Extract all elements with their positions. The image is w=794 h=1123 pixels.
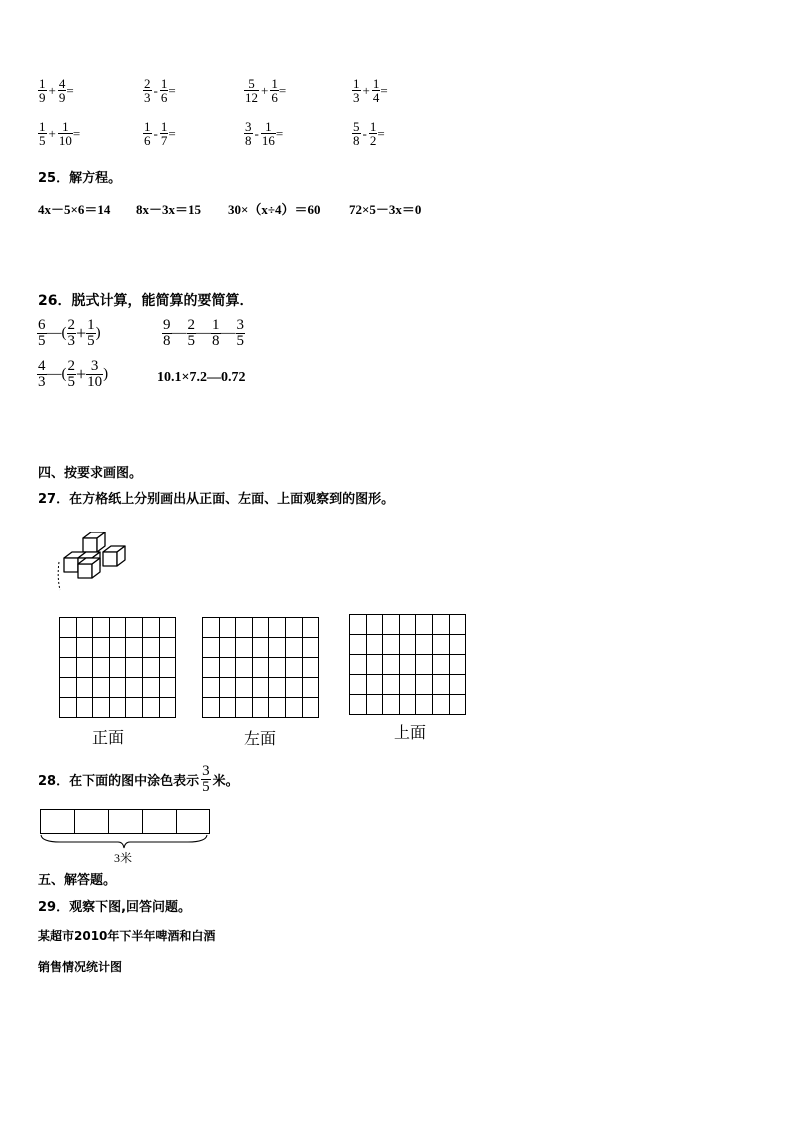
strip-segment-3[interactable] bbox=[109, 810, 143, 833]
grid-front-view[interactable] bbox=[59, 617, 176, 718]
q25-equation-3: 30×（x÷4）＝60 bbox=[228, 202, 321, 217]
grid-cell[interactable] bbox=[432, 615, 449, 635]
section-4-heading: 四、按要求画图。 bbox=[38, 466, 143, 481]
grid-cell[interactable] bbox=[93, 618, 110, 638]
grid-cell[interactable] bbox=[399, 675, 416, 695]
grid-cell[interactable] bbox=[219, 618, 236, 638]
section-5-heading: 五、解答题。 bbox=[38, 873, 117, 888]
grid-cell[interactable] bbox=[126, 618, 143, 638]
fraction-expression: $\frac{5}{12}$ + $\frac{1}{6}$ = bbox=[245, 76, 287, 105]
grid-cell[interactable] bbox=[236, 698, 253, 718]
q25-equation-2: 8x－3x＝15 bbox=[136, 202, 202, 217]
grid-cell[interactable] bbox=[449, 655, 466, 675]
grid-cell[interactable] bbox=[203, 678, 220, 698]
grid-cell[interactable] bbox=[399, 635, 416, 655]
grid-cell[interactable] bbox=[302, 658, 319, 678]
grid-cell[interactable] bbox=[126, 698, 143, 718]
grid-cell[interactable] bbox=[302, 638, 319, 658]
q26-expression-1: $\frac{6}{5}$ —( $\frac{2}{3}$ + $\frac{1}{5}$ ) bbox=[38, 317, 101, 349]
grid-cell[interactable] bbox=[203, 618, 220, 638]
grid-cell[interactable] bbox=[383, 655, 400, 675]
grid-cell[interactable] bbox=[449, 615, 466, 635]
grid-cell[interactable] bbox=[285, 658, 302, 678]
grid-cell[interactable] bbox=[60, 698, 77, 718]
grid-cell[interactable] bbox=[60, 618, 77, 638]
grid-cell[interactable] bbox=[203, 658, 220, 678]
grid-cell[interactable] bbox=[432, 675, 449, 695]
strip-segment-5[interactable] bbox=[177, 810, 209, 833]
q26-expression-3: $\frac{4}{3}$ —( $\frac{2}{5}$ + $\frac{3}{10}$ ) bbox=[38, 358, 109, 390]
grid-cell[interactable] bbox=[76, 698, 93, 718]
grid-cell[interactable] bbox=[203, 638, 220, 658]
grid-cell[interactable] bbox=[432, 655, 449, 675]
grid-cell[interactable] bbox=[159, 678, 176, 698]
grid-cell[interactable] bbox=[93, 698, 110, 718]
grid-cell[interactable] bbox=[350, 695, 367, 715]
grid-cell[interactable] bbox=[142, 658, 159, 678]
grid-cell[interactable] bbox=[252, 658, 269, 678]
grid-cell[interactable] bbox=[399, 695, 416, 715]
grid-cell[interactable] bbox=[449, 695, 466, 715]
grid-cell[interactable] bbox=[416, 675, 433, 695]
grid-cell[interactable] bbox=[350, 655, 367, 675]
grid-cell[interactable] bbox=[302, 678, 319, 698]
grid-cell[interactable] bbox=[252, 678, 269, 698]
grid-cell[interactable] bbox=[269, 618, 286, 638]
grid-cell[interactable] bbox=[252, 618, 269, 638]
grid-cell[interactable] bbox=[60, 658, 77, 678]
grid-cell[interactable] bbox=[219, 678, 236, 698]
grid-cell[interactable] bbox=[383, 695, 400, 715]
fraction-expression: $\frac{3}{8}$ - $\frac{1}{16}$ = bbox=[245, 119, 284, 148]
grid-cell[interactable] bbox=[126, 638, 143, 658]
grid-cell[interactable] bbox=[399, 615, 416, 635]
grid-cell[interactable] bbox=[416, 635, 433, 655]
fraction-expression: $\frac{1}{5}$ + $\frac{1}{10}$ = bbox=[39, 119, 81, 148]
q25-equation-1: 4x－5×6＝14 bbox=[38, 202, 111, 217]
grid-cell[interactable] bbox=[366, 675, 383, 695]
caption-left: 左面 bbox=[244, 729, 277, 748]
grid-cell[interactable] bbox=[416, 695, 433, 715]
grid-cell[interactable] bbox=[219, 698, 236, 718]
fraction-expression: $\frac{1}{9}$ + $\frac{4}{9}$ = bbox=[39, 76, 74, 105]
grid-cell[interactable] bbox=[60, 638, 77, 658]
grid-cell[interactable] bbox=[203, 698, 220, 718]
grid-cell[interactable] bbox=[76, 658, 93, 678]
grid-cell[interactable] bbox=[76, 618, 93, 638]
grid-cell[interactable] bbox=[269, 658, 286, 678]
caption-top: 上面 bbox=[394, 723, 427, 742]
grid-cell[interactable] bbox=[159, 698, 176, 718]
grid-cell[interactable] bbox=[76, 678, 93, 698]
grid-top-view[interactable] bbox=[349, 614, 466, 715]
grid-cell[interactable] bbox=[109, 638, 126, 658]
grid-cell[interactable] bbox=[302, 618, 319, 638]
strip-segment-1[interactable] bbox=[41, 810, 75, 833]
length-brace bbox=[40, 834, 208, 850]
grid-cell[interactable] bbox=[142, 638, 159, 658]
grid-cell[interactable] bbox=[159, 638, 176, 658]
chart-title-line-2: 销售情况统计图 bbox=[38, 960, 123, 974]
grid-cell[interactable] bbox=[236, 638, 253, 658]
grid-cell[interactable] bbox=[269, 678, 286, 698]
strip-bar[interactable] bbox=[40, 809, 210, 834]
strip-segment-4[interactable] bbox=[143, 810, 177, 833]
grid-cell[interactable] bbox=[142, 678, 159, 698]
grid-cell[interactable] bbox=[366, 615, 383, 635]
grid-cell[interactable] bbox=[236, 658, 253, 678]
q25-equation-4: 72×5－3x＝0 bbox=[349, 202, 422, 217]
grid-cell[interactable] bbox=[142, 698, 159, 718]
grid-cell[interactable] bbox=[383, 675, 400, 695]
grid-cell[interactable] bbox=[285, 638, 302, 658]
q27-heading: 27．在方格纸上分别画出从正面、左面、上面观察到的图形。 bbox=[38, 492, 395, 507]
grid-cell[interactable] bbox=[126, 678, 143, 698]
grid-cell[interactable] bbox=[416, 615, 433, 635]
q26-heading: 26．脱式计算，能简算的要简算． bbox=[38, 293, 254, 309]
grid-cell[interactable] bbox=[366, 655, 383, 675]
grid-cell[interactable] bbox=[142, 618, 159, 638]
grid-cell[interactable] bbox=[126, 658, 143, 678]
grid-cell[interactable] bbox=[302, 698, 319, 718]
caption-front: 正面 bbox=[92, 728, 125, 747]
grid-cell[interactable] bbox=[383, 635, 400, 655]
grid-cell[interactable] bbox=[366, 635, 383, 655]
grid-cell[interactable] bbox=[416, 655, 433, 675]
q29-heading: 29．观察下图,回答问题。 bbox=[38, 900, 192, 915]
grid-cell[interactable] bbox=[93, 658, 110, 678]
grid-cell[interactable] bbox=[219, 638, 236, 658]
grid-cell[interactable] bbox=[236, 678, 253, 698]
grid-cell[interactable] bbox=[93, 678, 110, 698]
q26-expression-4: 10.1×7.2—0.72 bbox=[157, 370, 246, 385]
grid-cell[interactable] bbox=[432, 635, 449, 655]
grid-cell[interactable] bbox=[109, 618, 126, 638]
grid-cell[interactable] bbox=[236, 618, 253, 638]
grid-cell[interactable] bbox=[285, 678, 302, 698]
fraction-expression: $\frac{1}{6}$ - $\frac{1}{7}$ = bbox=[144, 119, 176, 148]
grid-cell[interactable] bbox=[252, 638, 269, 658]
grid-cell[interactable] bbox=[350, 635, 367, 655]
grid-cell[interactable] bbox=[76, 638, 93, 658]
grid-cell[interactable] bbox=[93, 638, 110, 658]
grid-left-view[interactable] bbox=[202, 617, 319, 718]
grid-cell[interactable] bbox=[109, 678, 126, 698]
grid-cell[interactable] bbox=[399, 655, 416, 675]
cube-stack-figure bbox=[55, 532, 135, 594]
length-label: 3米 bbox=[114, 851, 133, 865]
grid-cell[interactable] bbox=[366, 695, 383, 715]
grid-cell[interactable] bbox=[269, 698, 286, 718]
q26-expression-2: $\frac{9}{8}$ — $\frac{2}{5}$ — $\frac{1}{8}$ — $\frac{3}{5}$ bbox=[163, 317, 244, 349]
grid-cell[interactable] bbox=[269, 638, 286, 658]
grid-cell[interactable] bbox=[285, 698, 302, 718]
grid-cell[interactable] bbox=[109, 658, 126, 678]
fraction-expression: $\frac{1}{3}$ + $\frac{1}{4}$ = bbox=[353, 76, 388, 105]
grid-cell[interactable] bbox=[350, 615, 367, 635]
grid-cell[interactable] bbox=[432, 695, 449, 715]
grid-cell[interactable] bbox=[219, 658, 236, 678]
fraction-expression: $\frac{2}{3}$ - $\frac{1}{6}$ = bbox=[144, 76, 176, 105]
grid-cell[interactable] bbox=[383, 615, 400, 635]
q28-heading: 28．在下面的图中涂色表示 $\frac{3}{5}$ 米。 bbox=[38, 763, 239, 795]
grid-cell[interactable] bbox=[159, 618, 176, 638]
q25-heading: 25．解方程。 bbox=[38, 171, 122, 186]
grid-cell[interactable] bbox=[449, 675, 466, 695]
grid-cell[interactable] bbox=[449, 635, 466, 655]
fraction-expression: $\frac{5}{8}$ - $\frac{1}{2}$ = bbox=[353, 119, 385, 148]
grid-cell[interactable] bbox=[159, 658, 176, 678]
grid-cell[interactable] bbox=[350, 675, 367, 695]
grid-cell[interactable] bbox=[60, 678, 77, 698]
chart-title-line-1: 某超市2010年下半年啤酒和白酒 bbox=[38, 929, 216, 943]
strip-segment-2[interactable] bbox=[75, 810, 109, 833]
grid-cell[interactable] bbox=[285, 618, 302, 638]
grid-cell[interactable] bbox=[252, 698, 269, 718]
grid-cell[interactable] bbox=[109, 698, 126, 718]
